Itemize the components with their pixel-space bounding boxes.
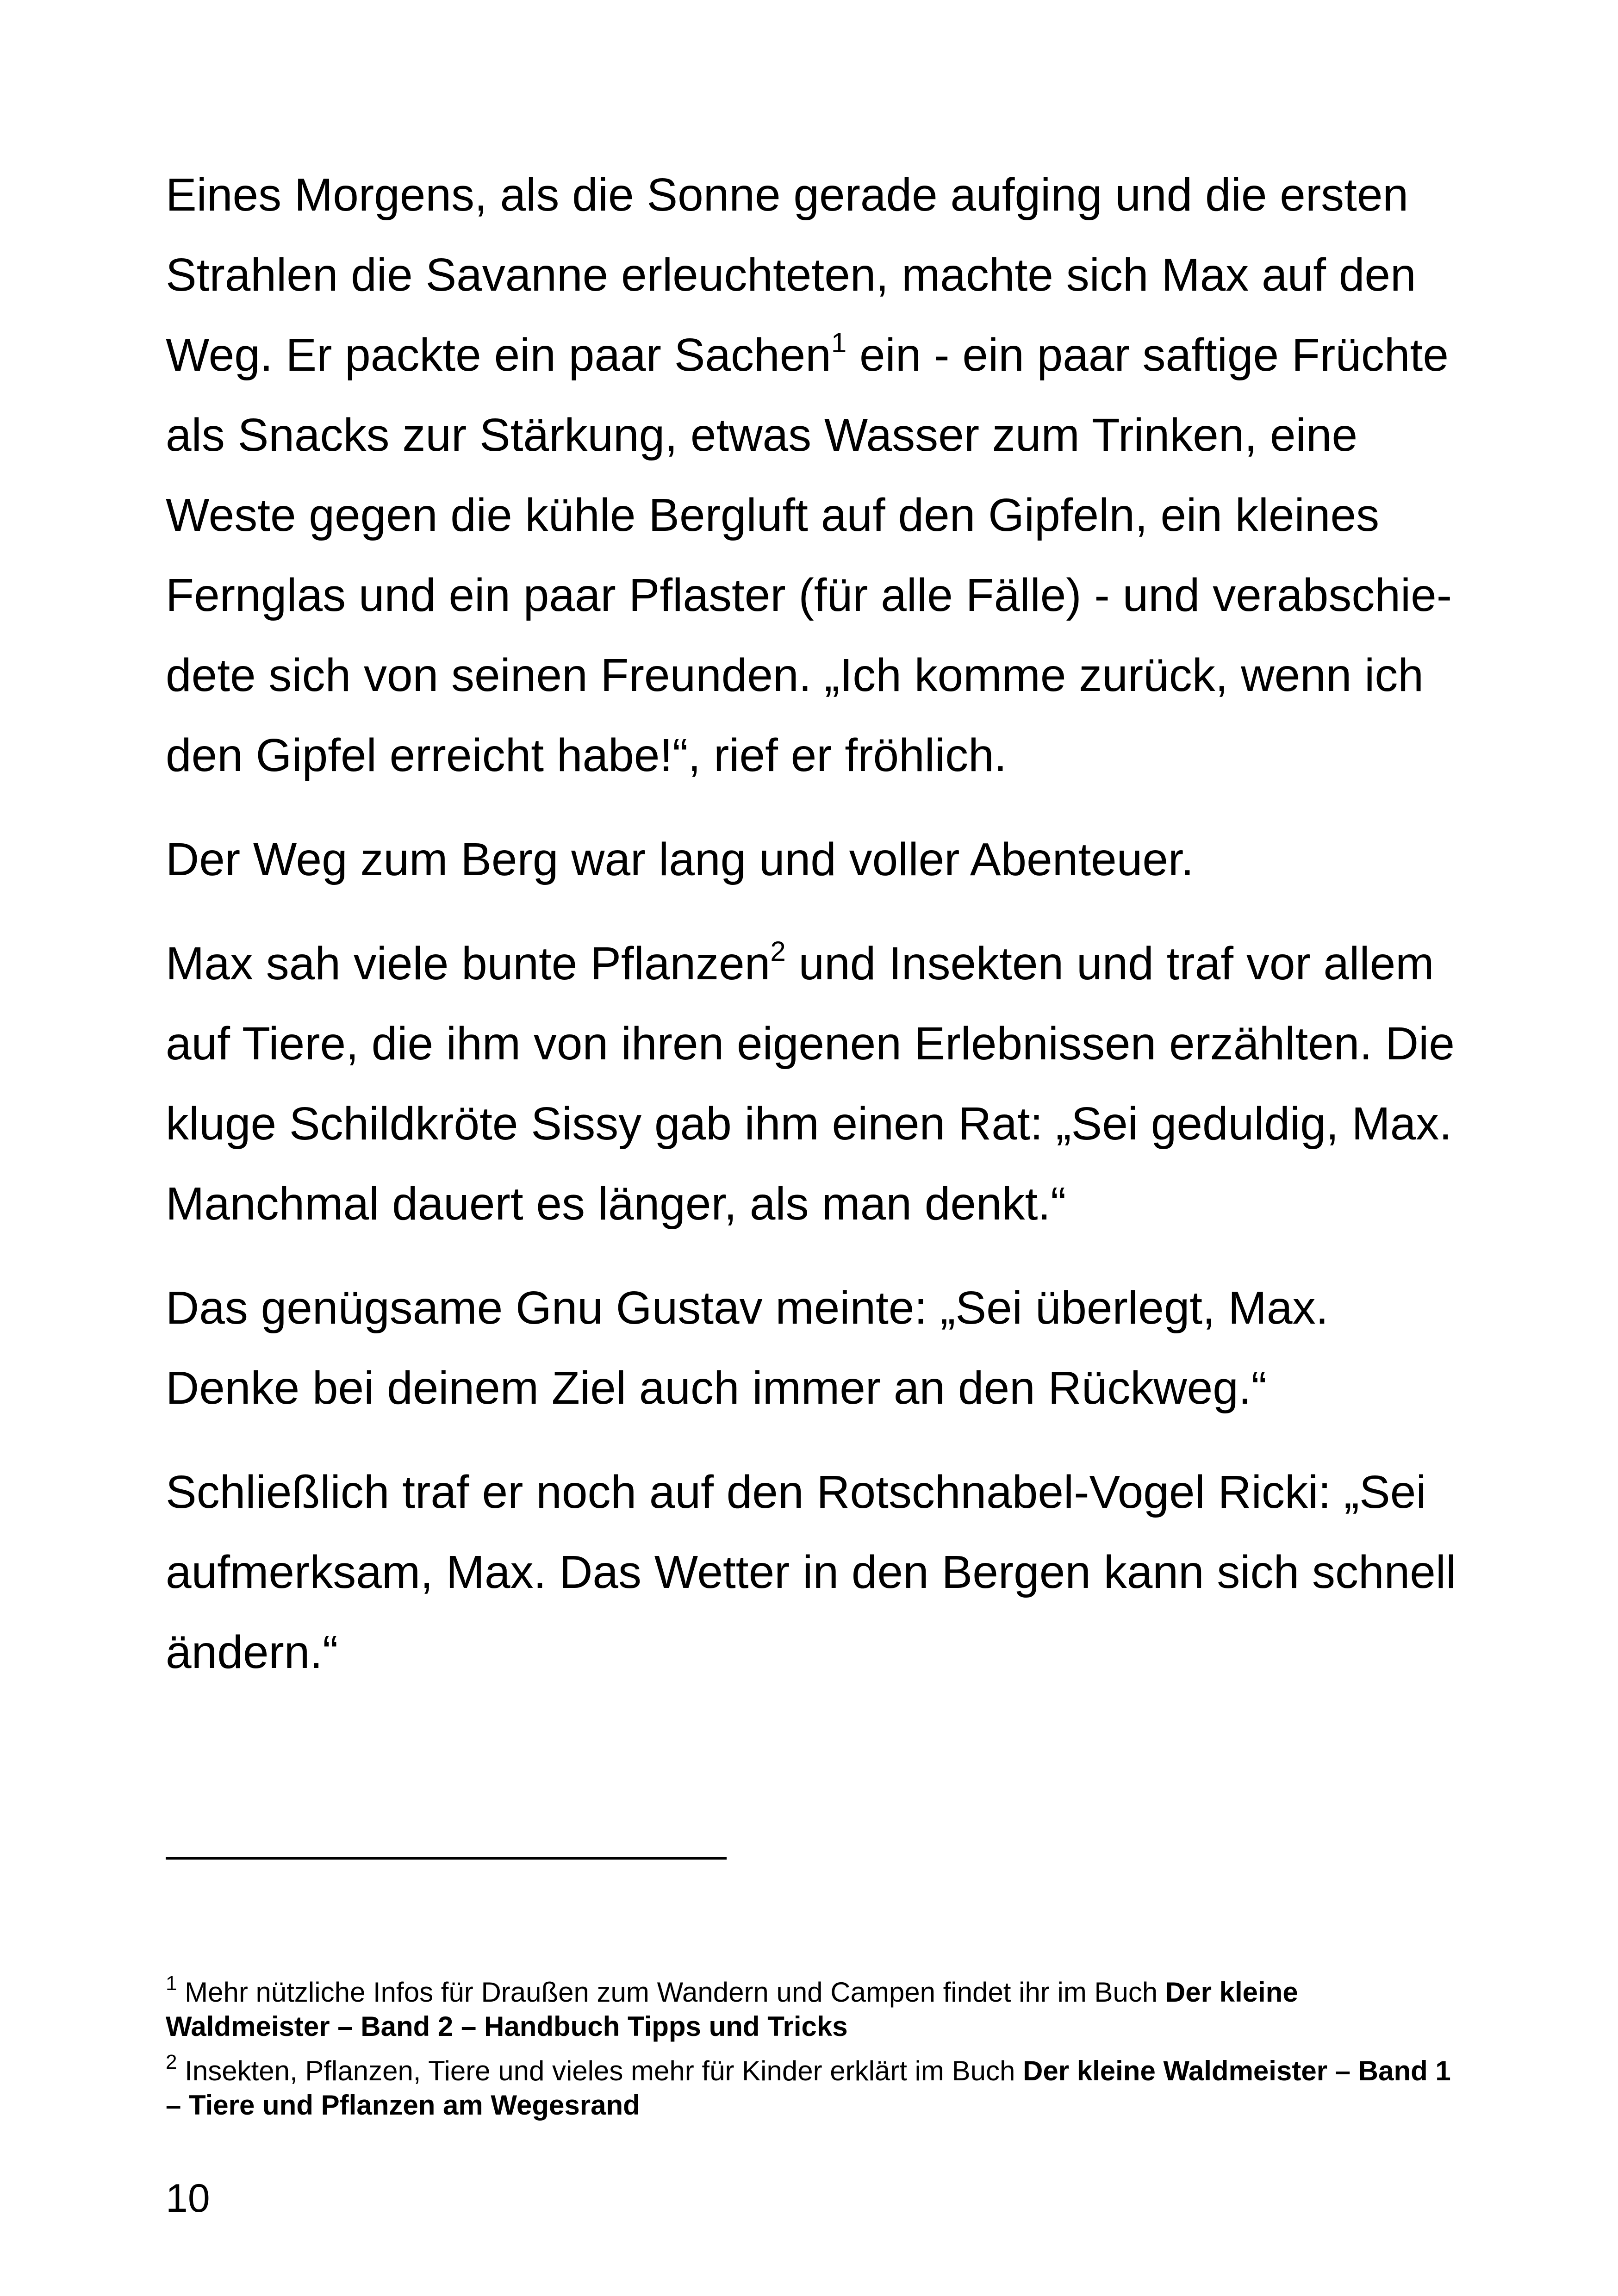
paragraph-4: Das genügsame Gnu Gustav meinte: „Sei überlegt, Max. Denke bei deinem Ziel auch immer an den Rückweg.“ <box>166 1282 1329 1414</box>
paragraph-5: Schließlich traf er noch auf den Rotschnabel-Vogel Ricki: „Sei aufmerksam, Max. Das Wetter in den Bergen kann sich schnell ändern.“ <box>166 1466 1456 1678</box>
paragraph-3: Max sah viele bunte Pflanzen$^2$ und Insekten und traf vor allem auf Tiere, die ihm von ihren eigenen Erlebnissen erzählten. Die kluge Schildkröte Sissy gab ihm einen Rat: „Sei geduldig, Max. Manchmal dauert es länger, als man denkt.“ <box>166 935 1455 1230</box>
footnote-ref-2: 2 <box>770 935 786 967</box>
footnote-separator <box>166 1857 727 1860</box>
footnote-number: 2 <box>166 2051 177 2073</box>
paragraph-1: Eines Morgens, als die Sonne gerade aufging und die ersten Strahlen die Savanne erleuchteten, machte sich Max auf den Weg. Er packte ein paar Sachen$^1$ ein - ein paar saftige Früchte als Snacks zur Stärkung, etwas Wasser zum Trinken, eine Weste gegen die kühle Bergluft auf den Gipfeln, ein kleines Fernglas und ein paar Pflaster (für alle Fälle) - und verabschiedete sich von seinen Freunden. „Ich komme zurück, wenn ich den Gipfel erreicht habe!“, rief er fröhlich. <box>166 169 1452 781</box>
body-text <box>166 155 1466 1717</box>
footnote-ref-1: 1 <box>831 327 847 358</box>
footnote-text: Insekten, Pflanzen, Tiere und vieles mehr für Kinder erklärt im Buch <box>185 2055 1023 2086</box>
footnote-text: Mehr nützliche Infos für Draußen zum Wandern und Campen findet ihr im Buch <box>185 1977 1165 2008</box>
footnote-book-title: Der kleine Waldmeister – Band 2 – Handbuch Tipps und Tricks <box>166 1977 1298 2042</box>
footnotes <box>166 1972 1466 2133</box>
page-number: 10 <box>166 2176 210 2221</box>
paragraph-2: Der Weg zum Berg war lang und voller Abenteuer. <box>166 834 1194 885</box>
footnote-number: 1 <box>166 1972 177 1995</box>
footnote-1 <box>166 1972 1466 2044</box>
footnote-book-title: Der kleine Waldmeister – Band 1 – Tiere und Pflanzen am Wegesrand <box>166 2055 1451 2121</box>
footnote-2 <box>166 2051 1466 2122</box>
